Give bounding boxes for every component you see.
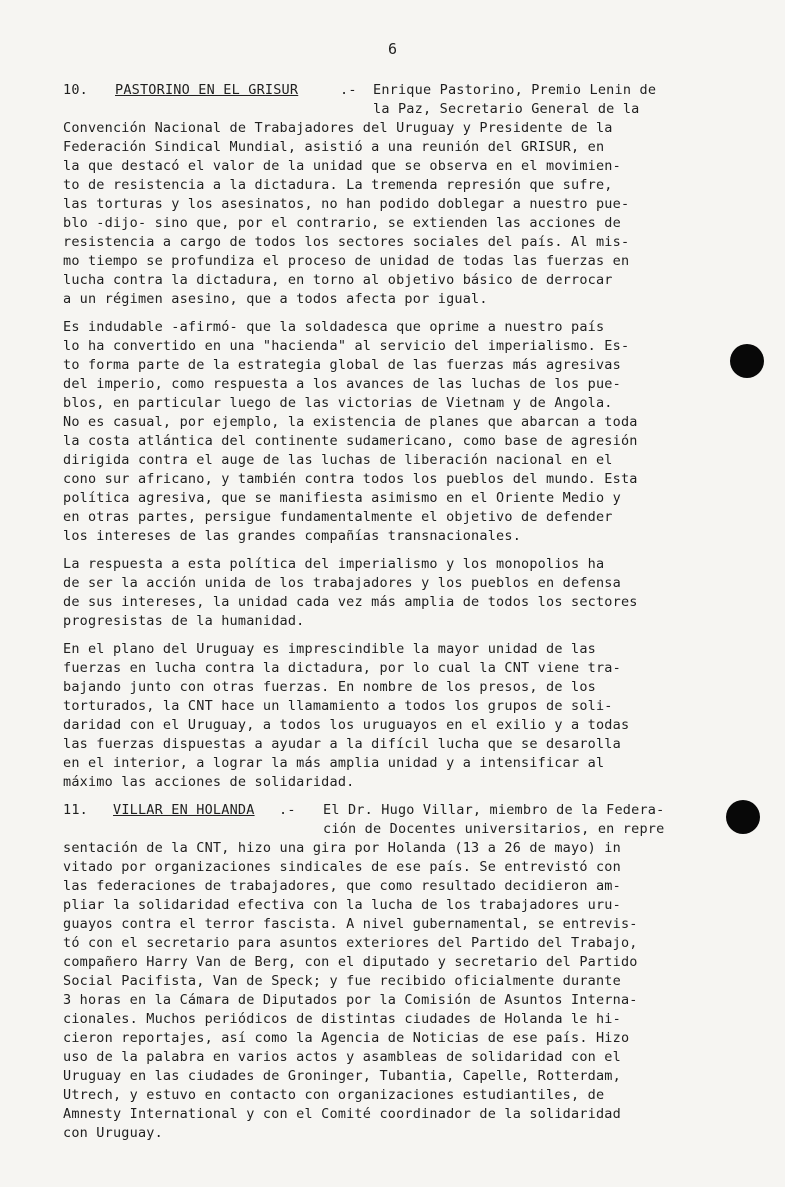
text-line: to forma parte de la estrategia global de las fuerzas más agresivas — [63, 357, 621, 373]
section-intro-line: ción de Docentes universitarios, en repre — [323, 821, 665, 837]
text-line: torturados, la CNT hace un llamamiento a todos los grupos de soli- — [63, 698, 613, 714]
text-line: lucha contra la dictadura, en torno al objetivo básico de derrocar — [63, 272, 613, 288]
section-intro-line: la Paz, Secretario General de la — [373, 101, 640, 117]
text-line: 3 horas en la Cámara de Diputados por la Comisión de Asuntos Interna- — [63, 992, 638, 1008]
section-intro-line: Enrique Pastorino, Premio Lenin de — [373, 82, 657, 98]
text-line: guayos contra el terror fascista. A nivel gubernamental, se entrevis- — [63, 916, 638, 932]
text-line: la que destacó el valor de la unidad que se observa en el movimien- — [63, 158, 621, 174]
text-line: a un régimen asesino, que a todos afecta por igual. — [63, 291, 488, 307]
text-line: la costa atlántica del continente sudamericano, como base de agresión — [63, 433, 638, 449]
text-line: uso de la palabra en varios actos y asambleas de solidaridad con el — [63, 1049, 621, 1065]
text-line: pliar la solidaridad efectiva con la lucha de los trabajadores uru- — [63, 897, 621, 913]
section-number: 11. — [63, 802, 88, 818]
text-line: mo tiempo se profundiza el proceso de unidad de todas las fuerzas en — [63, 253, 630, 269]
text-line: Es indudable -afirmó- que la soldadesca que oprime a nuestro país — [63, 319, 605, 335]
section-heading-suffix: .- — [279, 802, 296, 818]
text-line: cono sur africano, y también contra todos los pueblos del mundo. Esta — [63, 471, 638, 487]
section-number: 10. — [63, 82, 88, 98]
punch-hole — [730, 344, 764, 378]
text-line: Uruguay en las ciudades de Groninger, Tubantia, Capelle, Rotterdam, — [63, 1068, 621, 1084]
text-line: compañero Harry Van de Berg, con el diputado y secretario del Partido — [63, 954, 638, 970]
text-line: del imperio, como respuesta a los avances de las luchas de los pue- — [63, 376, 621, 392]
text-line: lo ha convertido en una "hacienda" al servicio del imperialismo. Es- — [63, 338, 630, 354]
text-line: progresistas de la humanidad. — [63, 613, 305, 629]
text-line: bajando junto con otras fuerzas. En nombre de los presos, de los — [63, 679, 596, 695]
text-line: blos, en particular luego de las victorias de Vietnam y de Angola. — [63, 395, 613, 411]
text-line: cieron reportajes, así como la Agencia de Noticias de ese país. Hizo — [63, 1030, 630, 1046]
text-line: vitado por organizaciones sindicales de ese país. Se entrevistó con — [63, 859, 621, 875]
text-line: en otras partes, persigue fundamentalmente el objetivo de defender — [63, 509, 613, 525]
text-line: las torturas y los asesinatos, no han podido doblegar a nuestro pue- — [63, 196, 630, 212]
text-line: Amnesty International y con el Comité coordinador de la solidaridad — [63, 1106, 621, 1122]
section-heading: PASTORINO EN EL GRISUR — [115, 82, 299, 98]
text-line: to de resistencia a la dictadura. La tremenda represión que sufre, — [63, 177, 613, 193]
text-line: resistencia a cargo de todos los sectores sociales del país. Al mis- — [63, 234, 630, 250]
text-line: Convención Nacional de Trabajadores del Uruguay y Presidente de la — [63, 120, 613, 136]
text-line: sentación de la CNT, hizo una gira por Holanda (13 a 26 de mayo) in — [63, 840, 621, 856]
text-line: La respuesta a esta política del imperialismo y los monopolios ha — [63, 556, 605, 572]
text-line: cionales. Muchos periódicos de distintas ciudades de Holanda le hi- — [63, 1011, 621, 1027]
text-line: las fuerzas dispuestas a ayudar a la difícil lucha que se desarolla — [63, 736, 621, 752]
text-line: tó con el secretario para asuntos exteriores del Partido del Trabajo, — [63, 935, 638, 951]
text-line: en el interior, a lograr la más amplia unidad y a intensificar al — [63, 755, 605, 771]
text-line: No es casual, por ejemplo, la existencia de planes que abarcan a toda — [63, 414, 638, 430]
text-line: máximo las acciones de solidaridad. — [63, 774, 355, 790]
section-heading-suffix: .- — [340, 82, 357, 98]
text-line: Utrech, y estuvo en contacto con organizaciones estudiantiles, de — [63, 1087, 605, 1103]
page-number: 6 — [387, 40, 398, 58]
text-line: dirigida contra el auge de las luchas de liberación nacional en el — [63, 452, 613, 468]
section-intro-line: El Dr. Hugo Villar, miembro de la Federa- — [323, 802, 665, 818]
text-line: fuerzas en lucha contra la dictadura, por lo cual la CNT viene tra- — [63, 660, 621, 676]
text-line: con Uruguay. — [63, 1125, 163, 1141]
section-heading: VILLAR EN HOLANDA — [113, 802, 255, 818]
text-line: Federación Sindical Mundial, asistió a una reunión del GRISUR, en — [63, 139, 605, 155]
text-line: daridad con el Uruguay, a todos los uruguayos en el exilio y a todas — [63, 717, 630, 733]
text-line: blo -dijo- sino que, por el contrario, se extienden las acciones de — [63, 215, 621, 231]
text-line: las federaciones de trabajadores, que como resultado decidieron am- — [63, 878, 621, 894]
text-line: Social Pacifista, Van de Speck; y fue recibido oficialmente durante — [63, 973, 621, 989]
text-line: de sus intereses, la unidad cada vez más amplia de todos los sectores — [63, 594, 638, 610]
text-line: política agresiva, que se manifiesta asimismo en el Oriente Medio y — [63, 490, 621, 506]
text-line: de ser la acción unida de los trabajadores y los pueblos en defensa — [63, 575, 621, 591]
punch-hole — [726, 800, 760, 834]
text-line: En el plano del Uruguay es imprescindible la mayor unidad de las — [63, 641, 596, 657]
text-line: los intereses de las grandes compañías transnacionales. — [63, 528, 522, 544]
